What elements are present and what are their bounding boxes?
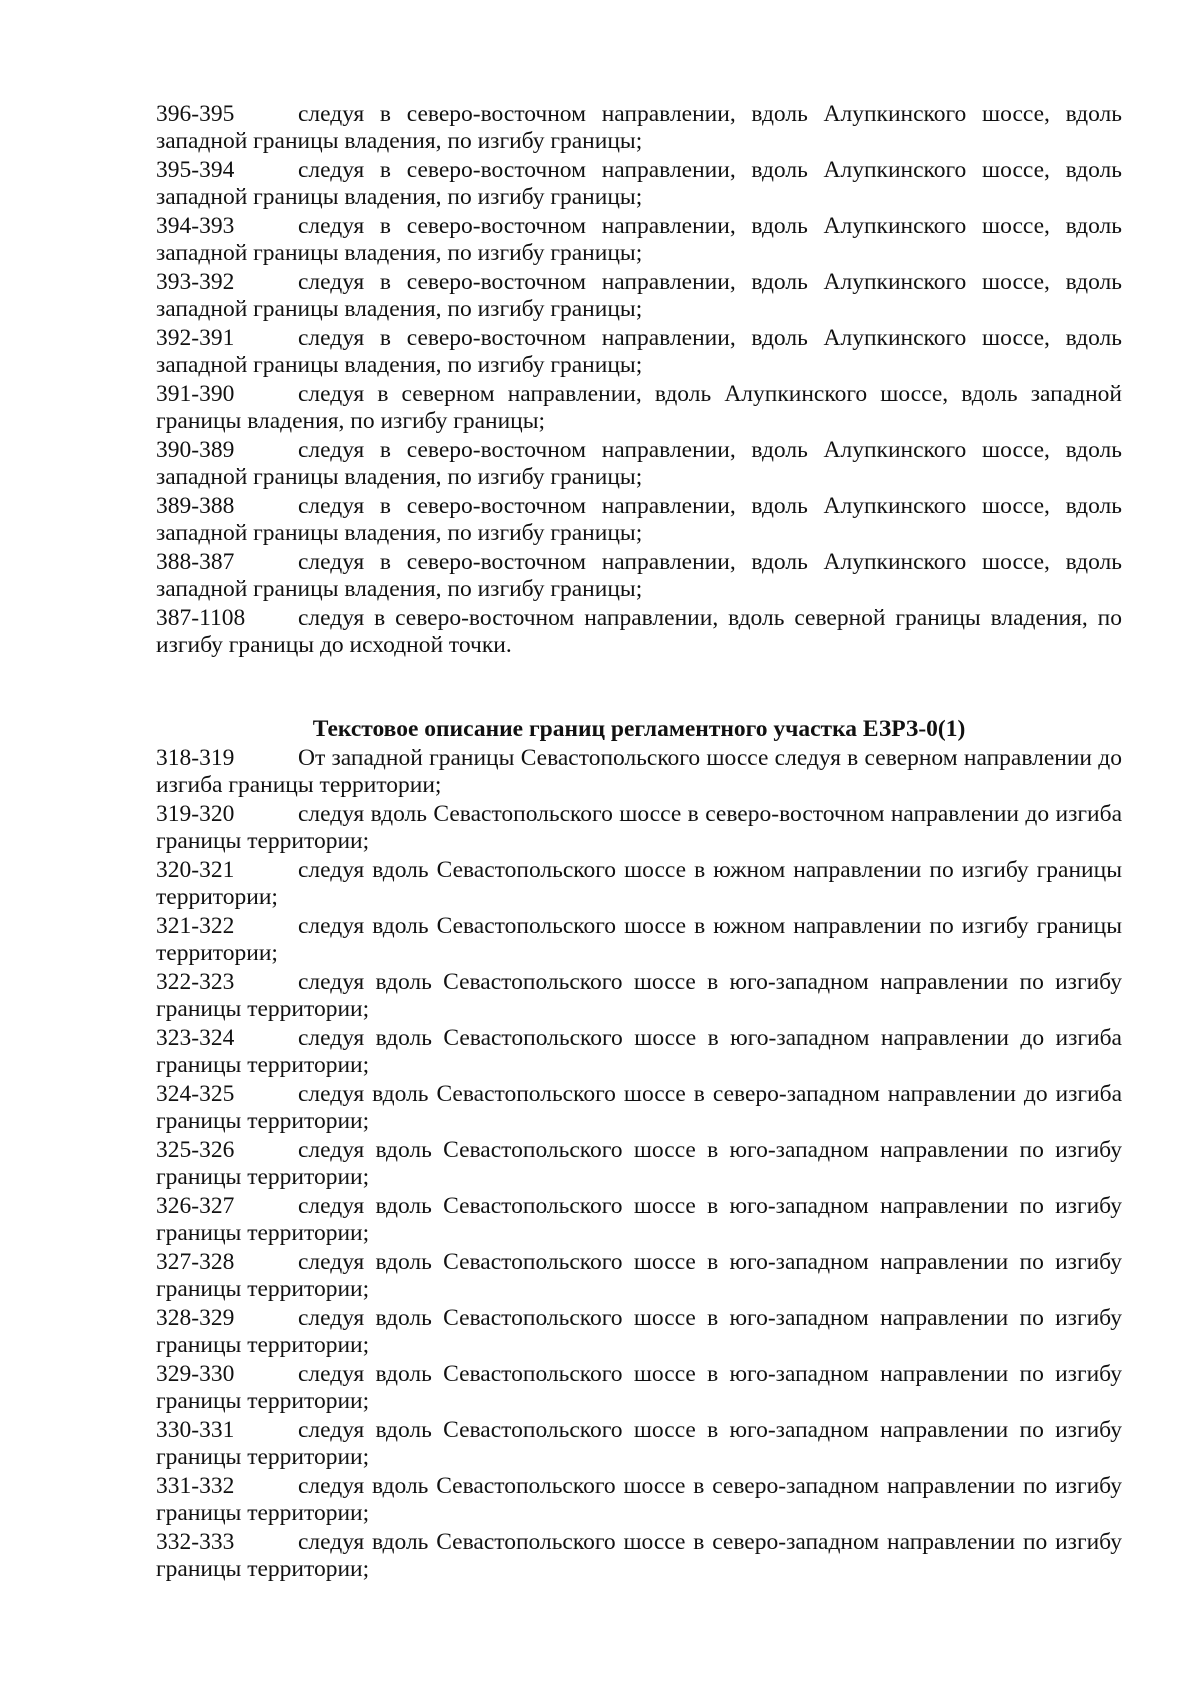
segment-description: следуя вдоль Севастопольского шоссе в юго-западном направлении по изгибу границы территории; xyxy=(156,1417,1122,1470)
segment-description: следуя в северо-восточном направлении, вдоль Алупкинского шоссе, вдоль западной границы владения, по изгибу границы; xyxy=(156,437,1122,490)
section-title: Текстовое описание границ регламентного участка ЕЗРЗ-0(1) xyxy=(312,716,966,742)
segment-description: следуя в северо-восточном направлении, вдоль Алупкинского шоссе, вдоль западной границы владения, по изгибу границы; xyxy=(156,157,1122,210)
segment-description: следуя вдоль Севастопольского шоссе в южном направлении по изгибу границы территории; xyxy=(156,913,1122,966)
boundary-entry xyxy=(156,605,1122,659)
segment-number: 331-332 xyxy=(156,1473,235,1499)
segment-description: следуя вдоль Севастопольского шоссе в юго-западном направлении по изгибу границы территории; xyxy=(156,1193,1122,1246)
segment-number: 390-389 xyxy=(156,437,235,463)
segment-number: 322-323 xyxy=(156,969,235,995)
boundary-entry xyxy=(156,745,1122,799)
segment-description: От западной границы Севастопольского шоссе следуя в северном направлении до изгиба границы территории; xyxy=(156,745,1122,798)
segment-description: следуя в северо-восточном направлении, вдоль северной границы владения, по изгибу границы до исходной точки. xyxy=(156,605,1122,658)
segment-number: 389-388 xyxy=(156,493,235,519)
boundary-entry xyxy=(156,549,1122,603)
boundary-entry xyxy=(156,1305,1122,1359)
segment-description: следуя вдоль Севастопольского шоссе в юго-западном направлении по изгибу границы территории; xyxy=(156,1137,1122,1190)
boundary-entry xyxy=(156,1473,1122,1527)
boundary-entry xyxy=(156,493,1122,547)
boundary-entry xyxy=(156,437,1122,491)
boundary-entry xyxy=(156,1249,1122,1303)
boundary-entry xyxy=(156,1025,1122,1079)
boundary-entry xyxy=(156,1417,1122,1471)
segment-number: 321-322 xyxy=(156,913,235,939)
segment-description: следуя вдоль Севастопольского шоссе в северо-восточном направлении до изгиба границы территории; xyxy=(156,801,1122,854)
segment-number: 395-394 xyxy=(156,157,235,183)
segment-number: 324-325 xyxy=(156,1081,235,1107)
segment-number: 396-395 xyxy=(156,101,235,127)
boundary-entry xyxy=(156,857,1122,911)
boundary-entry xyxy=(156,1081,1122,1135)
segment-description: следуя вдоль Севастопольского шоссе в юго-западном направлении по изгибу границы территории; xyxy=(156,1361,1122,1414)
boundary-description-section-2 xyxy=(156,716,1122,1585)
segment-number: 323-324 xyxy=(156,1025,235,1051)
segment-number: 327-328 xyxy=(156,1249,235,1275)
segment-number: 320-321 xyxy=(156,857,235,883)
boundary-entry xyxy=(156,325,1122,379)
boundary-entry xyxy=(156,1137,1122,1191)
segment-description: следуя в северном направлении, вдоль Алупкинского шоссе, вдоль западной границы владения, по изгибу границы; xyxy=(156,381,1122,434)
segment-description: следуя вдоль Севастопольского шоссе в юго-западном направлении до изгиба границы территории; xyxy=(156,1025,1122,1078)
segment-description: следуя вдоль Севастопольского шоссе в северо-западном направлении по изгибу границы территории; xyxy=(156,1529,1122,1582)
boundary-entry xyxy=(156,101,1122,155)
segment-number: 330-331 xyxy=(156,1417,235,1443)
segment-number: 394-393 xyxy=(156,213,235,239)
boundary-entry xyxy=(156,969,1122,1023)
segment-number: 326-327 xyxy=(156,1193,235,1219)
boundary-description-section-1 xyxy=(156,101,1122,661)
segment-description: следуя в северо-восточном направлении, вдоль Алупкинского шоссе, вдоль западной границы владения, по изгибу границы; xyxy=(156,493,1122,546)
segment-number: 329-330 xyxy=(156,1361,235,1387)
segment-number: 393-392 xyxy=(156,269,235,295)
boundary-entry xyxy=(156,213,1122,267)
segment-number: 392-391 xyxy=(156,325,235,351)
boundary-entry xyxy=(156,269,1122,323)
segment-description: следуя в северо-восточном направлении, вдоль Алупкинского шоссе, вдоль западной границы владения, по изгибу границы; xyxy=(156,213,1122,266)
segment-number: 318-319 xyxy=(156,745,235,771)
segment-number: 332-333 xyxy=(156,1529,235,1555)
segment-number: 388-387 xyxy=(156,549,235,575)
segment-description: следуя в северо-восточном направлении, вдоль Алупкинского шоссе, вдоль западной границы владения, по изгибу границы; xyxy=(156,325,1122,378)
segment-description: следуя вдоль Севастопольского шоссе в юго-западном направлении по изгибу границы территории; xyxy=(156,969,1122,1022)
boundary-entry xyxy=(156,801,1122,855)
segment-description: следуя вдоль Севастопольского шоссе в юго-западном направлении по изгибу границы территории; xyxy=(156,1249,1122,1302)
segment-number: 391-390 xyxy=(156,381,235,407)
segment-number: 328-329 xyxy=(156,1305,235,1331)
boundary-entry xyxy=(156,1529,1122,1583)
segment-description: следуя в северо-восточном направлении, вдоль Алупкинского шоссе, вдоль западной границы владения, по изгибу границы; xyxy=(156,549,1122,602)
boundary-entry xyxy=(156,913,1122,967)
segment-description: следуя вдоль Севастопольского шоссе в северо-западном направлении до изгиба границы территории; xyxy=(156,1081,1122,1134)
boundary-entry xyxy=(156,1193,1122,1247)
segment-description: следуя вдоль Севастопольского шоссе в северо-западном направлении по изгибу границы территории; xyxy=(156,1473,1122,1526)
segment-description: следуя в северо-восточном направлении, вдоль Алупкинского шоссе, вдоль западной границы владения, по изгибу границы; xyxy=(156,269,1122,322)
segment-number: 325-326 xyxy=(156,1137,235,1163)
boundary-entry xyxy=(156,1361,1122,1415)
segment-number: 319-320 xyxy=(156,801,235,827)
segment-description: следуя вдоль Севастопольского шоссе в юго-западном направлении по изгибу границы территории; xyxy=(156,1305,1122,1358)
segment-description: следуя в северо-восточном направлении, вдоль Алупкинского шоссе, вдоль западной границы владения, по изгибу границы; xyxy=(156,101,1122,154)
boundary-entry xyxy=(156,157,1122,211)
boundary-entry xyxy=(156,381,1122,435)
segment-description: следуя вдоль Севастопольского шоссе в южном направлении по изгибу границы территории; xyxy=(156,857,1122,910)
segment-number: 387-1108 xyxy=(156,605,246,631)
